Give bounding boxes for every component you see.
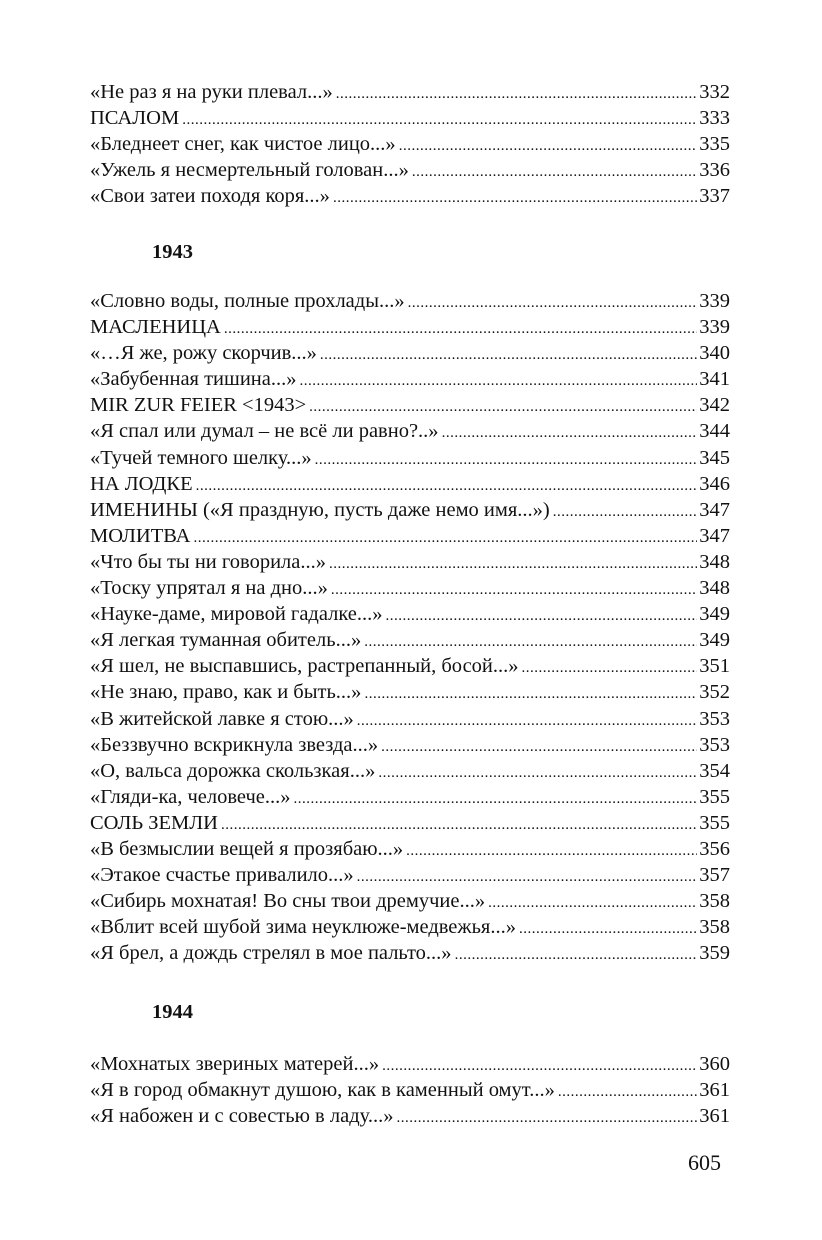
entry-title: «Тучей темного шелку...» [90, 446, 312, 469]
entry-page-number: 354 [699, 759, 730, 782]
entry-page-number: 355 [699, 785, 730, 808]
leader-dots [406, 838, 697, 864]
toc-entry [90, 366, 730, 392]
entry-page-number: 336 [699, 159, 730, 182]
toc-entry [90, 627, 730, 653]
entry-page-number: 341 [699, 368, 730, 391]
leader-dots [193, 525, 697, 551]
entry-page-number: 361 [699, 1079, 730, 1102]
entry-title: «…Я же, рожу скорчив...» [90, 342, 317, 365]
leader-dots [378, 760, 697, 786]
leader-dots [386, 603, 698, 629]
toc-entry [90, 157, 730, 183]
entry-title: «Не раз я на руки плевал...» [90, 81, 333, 103]
page-number: 605 [688, 1150, 721, 1175]
toc-entry [90, 445, 730, 471]
toc-entry [90, 131, 730, 157]
entry-title: «Науке-даме, мировой гадалке...» [90, 603, 383, 626]
toc-entry [90, 79, 730, 105]
entry-title: «Гляди-ка, человече...» [90, 785, 291, 808]
leader-dots [196, 473, 698, 499]
entry-page-number: 347 [699, 498, 730, 521]
toc-entry [90, 940, 730, 966]
entry-title: «Вблит всей шубой зима неуклюже-медвежья...» [90, 916, 516, 939]
entry-page-number: 348 [699, 550, 730, 573]
entry-page-number: 339 [699, 290, 730, 312]
entry-title: МОЛИТВА [90, 524, 191, 547]
entry-title: «Словно воды, полные прохлады...» [90, 290, 405, 312]
toc-entry [90, 105, 730, 131]
leader-dots [364, 629, 697, 655]
leader-dots [442, 420, 698, 446]
toc-entry [90, 653, 730, 679]
entry-title: «Я легкая туманная обитель...» [90, 629, 362, 652]
leader-dots [315, 447, 698, 473]
entry-page-number: 357 [699, 864, 730, 887]
entry-title: MIR ZUR FEIER <1943> [90, 394, 307, 417]
toc-entry [90, 1051, 730, 1077]
entry-page-number: 355 [699, 811, 730, 834]
leader-dots [221, 812, 697, 838]
toc-entry [90, 601, 730, 627]
entry-title: «Сибирь мохнатая! Во сны твои дремучие...» [90, 890, 486, 913]
toc-entry [90, 862, 730, 888]
entry-page-number: 344 [699, 420, 730, 443]
entry-title: «Что бы ты ни говорила...» [90, 550, 327, 573]
toc-entry [90, 784, 730, 810]
entry-page-number: 358 [699, 890, 730, 913]
leader-dots [357, 708, 697, 734]
toc-entry [90, 810, 730, 836]
toc-entry [90, 836, 730, 862]
toc-entry [90, 732, 730, 758]
toc-entry [90, 471, 730, 497]
toc-group-1943 [90, 288, 730, 966]
leader-dots [336, 81, 698, 107]
entry-page-number: 359 [699, 942, 730, 965]
leader-dots [381, 734, 697, 760]
entry-page-number: 333 [699, 107, 730, 130]
leader-dots [488, 890, 697, 916]
entry-title: «Я шел, не выспавшись, растрепанный, босой...» [90, 655, 519, 678]
entry-page-number: 356 [699, 837, 730, 860]
entry-page-number: 342 [699, 394, 730, 417]
entry-title: «Тоску упрятал я на дно...» [90, 577, 328, 600]
entry-page-number: 352 [699, 681, 730, 704]
leader-dots [329, 551, 697, 577]
toc-entry [90, 758, 730, 784]
entry-title: «Мохнатых звериных матерей...» [90, 1053, 380, 1075]
toc-entry [90, 575, 730, 601]
entry-title: ИМЕНИНЫ («Я праздную, пусть даже немо имя...») [90, 498, 550, 521]
year-heading-1943: 1943 [152, 241, 193, 263]
toc-entry [90, 340, 730, 366]
leader-dots [558, 1079, 697, 1105]
leader-dots [333, 185, 697, 211]
leader-dots [455, 942, 698, 968]
entry-page-number: 332 [699, 81, 730, 103]
toc-entry [90, 679, 730, 705]
leader-dots [519, 916, 697, 942]
entry-page-number: 353 [699, 733, 730, 756]
entry-page-number: 340 [699, 342, 730, 365]
entry-title: «В житейской лавке я стою...» [90, 707, 354, 730]
entry-page-number: 360 [699, 1053, 730, 1075]
entry-title: «Я в город обмакнут душою, как в каменный омут...» [90, 1079, 555, 1102]
entry-page-number: 349 [699, 629, 730, 652]
entry-title: ПСАЛОМ [90, 107, 180, 130]
entry-page-number: 351 [699, 655, 730, 678]
toc-group-continued [90, 79, 730, 209]
entry-title: «Ужель я несмертельный голован...» [90, 159, 409, 182]
leader-dots [224, 316, 697, 342]
entry-title: «Свои затеи походя коря...» [90, 185, 330, 208]
toc-entry [90, 1077, 730, 1103]
year-heading-1944: 1944 [152, 1001, 193, 1023]
leader-dots [331, 577, 697, 603]
toc-entry [90, 1103, 730, 1129]
toc-entry [90, 288, 730, 314]
toc-entry [90, 914, 730, 940]
leader-dots [364, 681, 697, 707]
entry-page-number: 353 [699, 707, 730, 730]
toc-entry [90, 183, 730, 209]
entry-page-number: 339 [699, 316, 730, 339]
toc-entry [90, 314, 730, 340]
leader-dots [412, 159, 697, 185]
entry-title: «Забубенная тишина...» [90, 368, 297, 391]
entry-title: «Не знаю, право, как и быть...» [90, 681, 362, 704]
entry-page-number: 348 [699, 577, 730, 600]
entry-title: «Я спал или думал – не всё ли равно?..» [90, 420, 439, 443]
entry-page-number: 346 [699, 472, 730, 495]
toc-entry [90, 706, 730, 732]
leader-dots [382, 1053, 697, 1079]
toc-entry [90, 523, 730, 549]
entry-title: МАСЛЕНИЦА [90, 316, 221, 339]
entry-title: «О, вальса дорожка скользкая...» [90, 759, 376, 782]
toc-entry [90, 392, 730, 418]
leader-dots [299, 368, 697, 394]
entry-page-number: 347 [699, 524, 730, 547]
entry-title: НА ЛОДКЕ [90, 472, 193, 495]
entry-title: «Беззвучно вскрикнула звезда...» [90, 733, 379, 756]
leader-dots [399, 133, 698, 159]
entry-title: «Я брел, а дождь стрелял в мое пальто...» [90, 942, 452, 965]
leader-dots [522, 655, 698, 681]
entry-title: «В безмыслии вещей я прозябаю...» [90, 837, 404, 860]
entry-page-number: 358 [699, 916, 730, 939]
entry-page-number: 361 [699, 1105, 730, 1128]
entry-page-number: 349 [699, 603, 730, 626]
leader-dots [182, 107, 697, 133]
leader-dots [309, 394, 697, 420]
leader-dots [320, 342, 697, 368]
toc-entry [90, 418, 730, 444]
entry-title: «Я набожен и с совестью в ладу...» [90, 1105, 394, 1128]
toc-entry [90, 497, 730, 523]
entry-page-number: 337 [699, 185, 730, 208]
entry-page-number: 335 [699, 133, 730, 156]
toc-group-1944 [90, 1051, 730, 1129]
entry-page-number: 345 [699, 446, 730, 469]
toc-entry [90, 549, 730, 575]
leader-dots [553, 499, 698, 525]
leader-dots [357, 864, 698, 890]
entry-title: «Этакое счастье привалило...» [90, 864, 354, 887]
toc-entry [90, 888, 730, 914]
leader-dots [396, 1105, 697, 1131]
entry-title: СОЛЬ ЗЕМЛИ [90, 811, 218, 834]
leader-dots [294, 786, 698, 812]
leader-dots [408, 290, 698, 316]
entry-title: «Бледнеет снег, как чистое лицо...» [90, 133, 396, 156]
